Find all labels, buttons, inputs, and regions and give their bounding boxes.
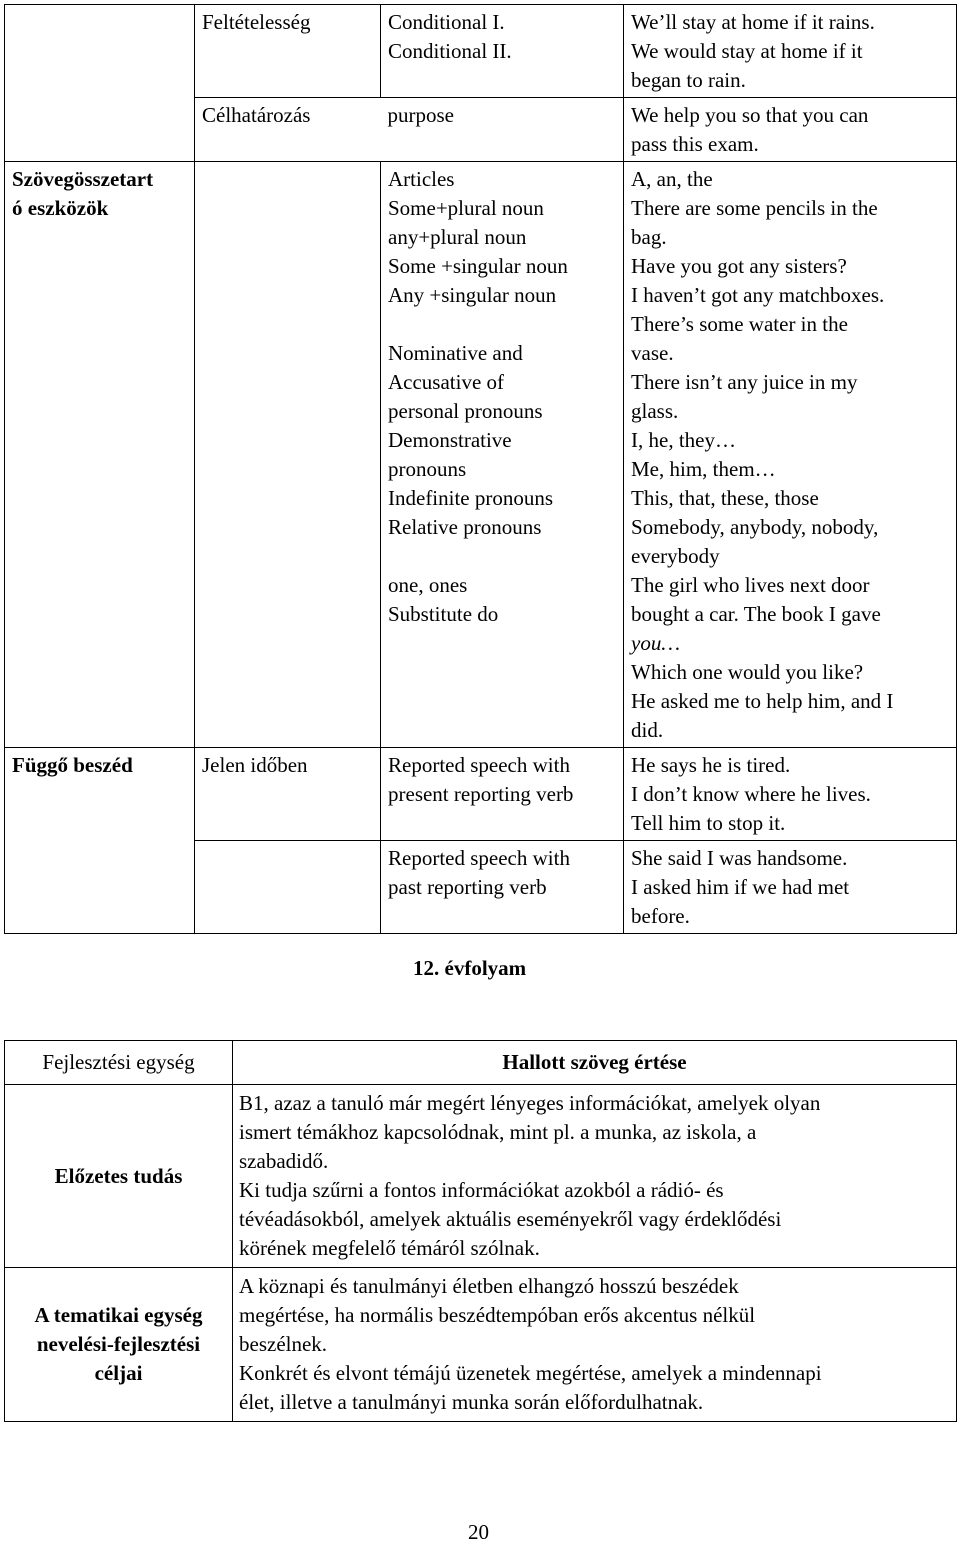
page-number: 20: [468, 1520, 489, 1544]
items-cell: purpose: [381, 98, 624, 162]
table-row: [5, 1085, 957, 1268]
examples-cell: We’ll stay at home if it rains. We would stay at home if it began to rain.: [624, 5, 957, 98]
items-cell: Reported speech with present reporting verb: [381, 748, 624, 841]
header-left-cell: Fejlesztési egység: [5, 1041, 233, 1085]
table-row: [5, 162, 957, 748]
row-text-cell: A köznapi és tanulmányi életben elhangzó hosszú beszédek megértése, ha normális beszédtempóban erős akcentus nélkül beszélnek. Konkrét és elvont témájú üzenetek megértése, amelyek a mindennapi élet, illetve a tanulmányi munka során előfordulhatnak.: [233, 1268, 957, 1422]
section-cell: Függő beszéd: [5, 748, 195, 841]
examples-cell: A, an, the There are some pencils in the bag. Have you got any sisters? I haven’t got any matchboxes. There’s some water in the vase. There isn’t any juice in my glass. I, he, they… Me, him, them… This, that, these, those Somebody, anybody, nobody, everybody The girl who lives next door bought a car. The book I gave you… Which one would you like? He asked me to help him, and I did.: [624, 162, 957, 748]
section-cell-empty: [5, 841, 195, 934]
header-right-cell: Hallott szöveg értése: [233, 1041, 957, 1085]
examples-cell: She said I was handsome. I asked him if we had met before.: [624, 841, 957, 934]
table-row: [5, 1268, 957, 1422]
year-heading: 12. évfolyam: [413, 956, 527, 980]
table-row: [5, 1041, 957, 1085]
table-row: [5, 748, 957, 841]
category-cell-empty: [195, 162, 381, 748]
examples-cell: We help you so that you can pass this exam.: [624, 98, 957, 162]
row-label-cell: Előzetes tudás: [5, 1085, 233, 1268]
category-cell: Célhatározás: [195, 98, 381, 162]
table-row: [5, 98, 957, 162]
examples-cell: He says he is tired. I don’t know where he lives. Tell him to stop it.: [624, 748, 957, 841]
section-cell: Szövegösszetart ó eszközök: [5, 162, 195, 748]
row-label-cell: A tematikai egység nevelési-fejlesztési céljai: [5, 1268, 233, 1422]
grammar-table: [4, 4, 957, 934]
items-cell: Articles Some+plural noun any+plural noun Some +singular noun Any +singular noun Nominative and Accusative of personal pronouns Demonstrative pronouns Indefinite pronouns Relative pronouns one, ones Substitute do: [381, 162, 624, 748]
category-cell: Jelen időben: [195, 748, 381, 841]
category-cell: Feltételesség: [195, 5, 381, 98]
category-cell-empty: [195, 841, 381, 934]
table-row: [5, 5, 957, 98]
curriculum-table: [4, 1040, 957, 1422]
items-cell: Conditional I. Conditional II.: [381, 5, 624, 98]
section-cell-empty: [5, 98, 195, 162]
row-text-cell: B1, azaz a tanuló már megért lényeges információkat, amelyek olyan ismert témákhoz kapcsolódnak, mint pl. a munka, az iskola, a szabadidő. Ki tudja szűrni a fontos információkat azokból a rádió- és tévéadásokból, amelyek aktuális eseményekről vagy érdeklődési körének megfelelő témáról szólnak.: [233, 1085, 957, 1268]
table-row: [5, 841, 957, 934]
items-cell: Reported speech with past reporting verb: [381, 841, 624, 934]
section-cell-empty: [5, 5, 195, 98]
